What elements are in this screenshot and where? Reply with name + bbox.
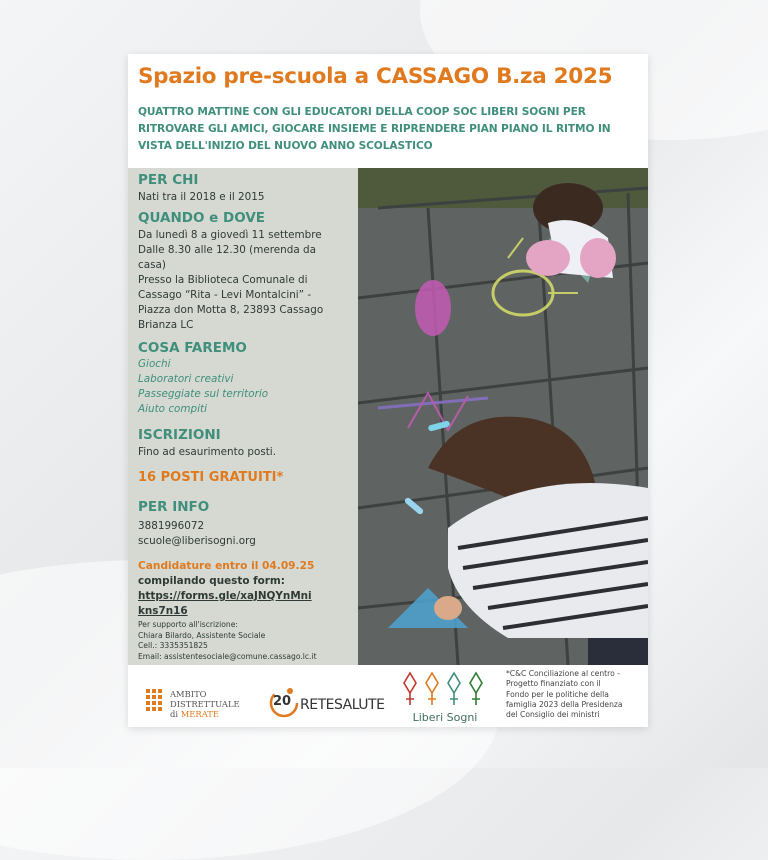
supporto-line: Cell.: 3335351825 [138, 641, 208, 650]
activity-item: Aiuto compiti [138, 403, 207, 415]
info-phone[interactable]: 3881996072 [138, 520, 205, 532]
conc-line: Fondo per le politiche della [506, 689, 609, 699]
info-email[interactable]: scuole@liberisogni.org [138, 535, 256, 547]
cosa-faremo-list [138, 357, 350, 417]
per-info-heading: PER INFO [138, 499, 210, 515]
liberi-sogni-logo [400, 669, 490, 725]
liberi-sogni-name: Liberi Sogni [412, 711, 478, 724]
rete-number: 20 [273, 694, 292, 709]
conc-line: *C&C Conciliazione al centro - [506, 669, 620, 678]
info-contacts [138, 519, 350, 549]
flyer [128, 54, 648, 727]
activity-item: Laboratori creativi [138, 373, 234, 385]
supporto-line: Per supporto all'iscrizione: [138, 620, 238, 629]
quando-line: Piazza don Motta 8, 23893 Cassago [138, 304, 324, 316]
conc-line: Progetto finanziato con il [506, 679, 601, 689]
form-link-cont[interactable]: kns7n16 [138, 605, 188, 617]
quando-line: Brianza LC [138, 319, 194, 331]
quando-line: casa) [138, 259, 166, 271]
form-text: compilando questo form: [138, 575, 285, 587]
flyer-title: Spazio pre-scuola a CASSAGO B.za 2025 [138, 64, 613, 89]
supporto-line: Chiara Bilardo, Assistente Sociale [138, 630, 266, 640]
flyer-subtitle: QUATTRO MATTINE CON GLI EDUCATORI DELLA COOP SOC LIBERI SOGNI PER RITROVARE GLI AMICI, GIOCARE INSIEME E RIPRENDERE PIAN PIANO IL RITMO IN VISTA DELL'INIZIO DEL NUOVO ANNO SCOLASTICO [138, 106, 611, 152]
quando-line: Dalle 8.30 alle 12.30 (merenda da [138, 244, 316, 256]
quando-details [138, 228, 350, 333]
conciliazione-note [506, 669, 646, 720]
footer-logos [128, 665, 648, 727]
per-chi-heading: PER CHI [138, 172, 199, 188]
iscrizioni-heading: ISCRIZIONI [138, 427, 221, 443]
supporto-info [138, 620, 353, 662]
candidature-form [138, 574, 350, 619]
conc-line: famiglia 2023 della Presidenza [506, 699, 623, 709]
ambito-city: MERATE [180, 709, 220, 719]
ambito-di: di [170, 709, 179, 719]
conc-line: del Consiglio dei ministri [506, 710, 600, 720]
quando-line: Cassago “Rita - Levi Montalcini” - [138, 289, 312, 301]
retesalute-logo [268, 685, 388, 725]
quando-line: Da lunedì 8 a giovedì 11 settembre [138, 229, 322, 241]
ambito-text [170, 689, 240, 719]
quando-heading: QUANDO e DOVE [138, 210, 265, 226]
quando-line: Presso la Biblioteca Comunale di [138, 274, 308, 286]
cosa-faremo-heading: COSA FAREMO [138, 340, 247, 356]
iscrizioni-text: Fino ad esaurimento posti. [138, 446, 276, 458]
activity-item: Giochi [138, 358, 171, 370]
rete-name: RETESALUTE [300, 697, 385, 713]
posti-gratuiti: 16 POSTI GRATUITI* [138, 470, 284, 485]
per-chi-text: Nati tra il 2018 e il 2015 [138, 191, 265, 203]
ambito-line: DISTRETTUALE [170, 699, 240, 709]
ambito-line: AMBITO [170, 689, 207, 699]
grid-dots-icon [146, 689, 166, 715]
candidature-deadline: Candidature entro il 04.09.25 [138, 560, 315, 572]
activity-item: Passeggiate sul territorio [138, 388, 269, 400]
liberi-sogni-icon [400, 669, 490, 711]
info-panel [128, 168, 358, 665]
form-link[interactable]: https://forms.gle/xaJNQYnMni [138, 590, 312, 602]
supporto-line: Email: assistentesociale@comune.cassago.lc.it [138, 651, 317, 661]
